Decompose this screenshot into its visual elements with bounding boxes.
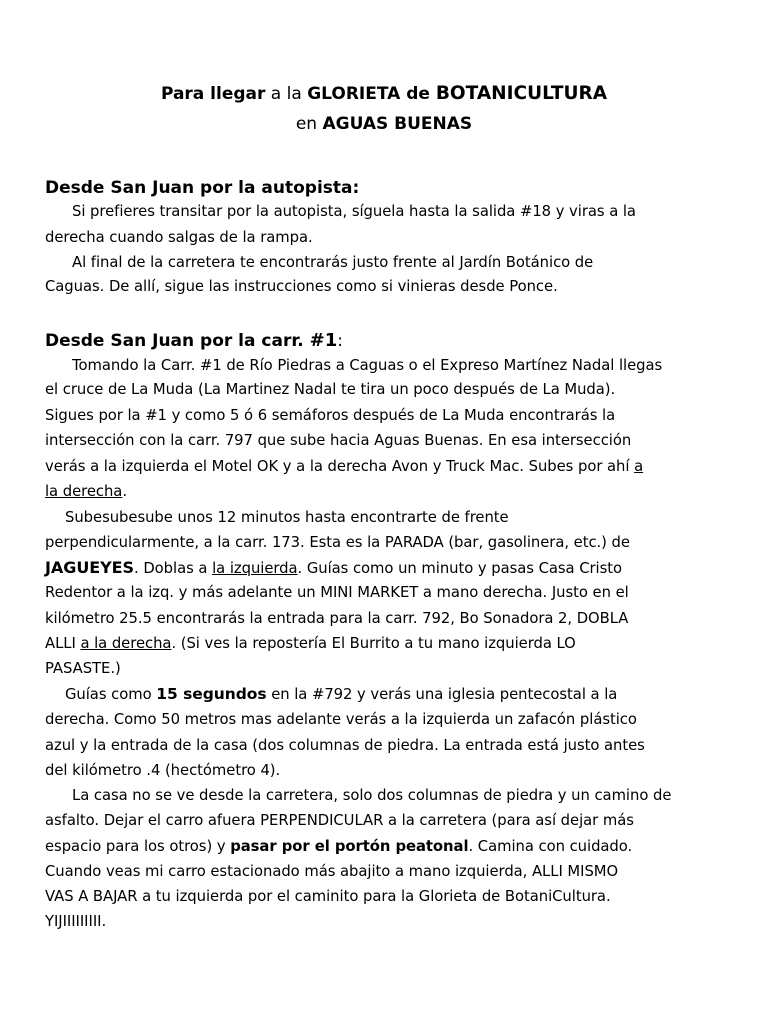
title-aguas-buenas: AGUAS BUENAS <box>322 114 473 134</box>
title-a-la: a la <box>265 84 308 104</box>
paragraph-line: Redentor a la izq. y más adelante un MINI MARKET a mano derecha. Justo en el <box>45 584 629 601</box>
bold-text-porton-peatonal: pasar por el portón peatonal <box>230 838 469 855</box>
paragraph-line: PASASTE.) <box>45 660 121 677</box>
paragraph-line: intersección con la carr. 797 que sube hacia Aguas Buenas. En esa intersección <box>45 432 632 449</box>
paragraph-line: derecha. Como 50 metros mas adelante verás a la izquierda un zafacón plástico <box>45 711 637 728</box>
heading-colon: : <box>337 331 344 351</box>
heading-text: Desde San Juan por la carr. <box>45 331 310 351</box>
text-span: . Doblas a <box>134 560 213 577</box>
paragraph-line: perpendicularmente, a la carr. 173. Esta es la PARADA (bar, gasolinera, etc.) de <box>45 534 630 551</box>
paragraph-line: kilómetro 25.5 encontrarás la entrada para la carr. 792, Bo Sonadora 2, DOBLA <box>45 610 629 627</box>
text-span: en la #792 y verás una iglesia pentecostal a la <box>266 686 618 703</box>
text-span: espacio para los otros) y <box>45 838 231 855</box>
paragraph-line <box>45 559 622 578</box>
title-line-2 <box>0 114 768 134</box>
section-heading-carr-1 <box>45 331 343 351</box>
heading-route-number: #1 <box>309 330 338 351</box>
paragraph-line <box>45 458 643 476</box>
paragraph-line: Subesubesube unos 12 minutos hasta encontrarte de frente <box>65 509 509 526</box>
text-span: . Guías como un minuto y pasas Casa Cristo <box>297 560 623 577</box>
underlined-text: la izquierda <box>212 560 298 577</box>
title-para-llegar: Para llegar <box>160 84 266 104</box>
paragraph-line <box>65 685 617 704</box>
paragraph-line: Cuando veas mi carro estacionado más abajito a mano izquierda, ALLI MISMO <box>45 863 619 880</box>
paragraph-line: azul y la entrada de la casa (dos columnas de piedra. La entrada está justo antes <box>45 737 645 754</box>
text-span: . <box>122 483 127 500</box>
paragraph-line: VAS A BAJAR a tu izquierda por el caminito para la Glorieta de BotaniCultura. <box>45 888 611 905</box>
bold-text-jagueyes: JAGUEYES <box>45 558 135 577</box>
title-en: en <box>295 114 323 134</box>
title-glorieta: GLORIETA de <box>307 84 436 104</box>
paragraph-line: asfalto. Dejar el carro afuera PERPENDICULAR a la carretera (para así dejar más <box>45 812 634 829</box>
paragraph-line: Tomando la Carr. #1 de Río Piedras a Caguas o el Expreso Martínez Nadal llegas <box>72 357 663 374</box>
text-span: verás a la izquierda el Motel OK y a la derecha Avon y Truck Mac. Subes por ahí <box>45 458 635 475</box>
underlined-text: a la derecha <box>80 635 172 652</box>
paragraph-line: La casa no se ve desde la carretera, solo dos columnas de piedra y un camino de <box>72 787 672 804</box>
title-botanicultura: BOTANICULTURA <box>435 83 608 104</box>
paragraph-line: Caguas. De allí, sigue las instrucciones como si vinieras desde Ponce. <box>45 278 558 295</box>
paragraph-line: Si prefieres transitar por la autopista, síguela hasta la salida #18 y viras a la <box>72 203 636 220</box>
text-span: Guías como <box>65 686 157 703</box>
text-span: ALLI <box>45 635 81 652</box>
paragraph-line <box>45 635 576 653</box>
paragraph-line <box>45 838 632 856</box>
text-span: . (Si ves la repostería El Burrito a tu mano izquierda LO <box>171 635 576 652</box>
underlined-text: la derecha <box>45 483 123 500</box>
paragraph-line: el cruce de La Muda (La Martinez Nadal te tira un poco después de La Muda). <box>45 381 616 398</box>
paragraph-line: Sigues por la #1 y como 5 ó 6 semáforos después de La Muda encontrarás la <box>45 407 616 424</box>
paragraph-line: derecha cuando salgas de la rampa. <box>45 229 313 246</box>
section-heading-autopista: Desde San Juan por la autopista: <box>45 178 360 198</box>
title-line-1 <box>0 84 768 104</box>
paragraph-line: del kilómetro .4 (hectómetro 4). <box>45 762 281 779</box>
paragraph-line <box>45 483 127 501</box>
underlined-text: a <box>634 458 644 475</box>
text-span: . Camina con cuidado. <box>468 838 633 855</box>
paragraph-line: YIJIIIIIIIII. <box>45 913 107 930</box>
bold-text-15-segundos: 15 segundos <box>156 685 267 703</box>
paragraph-line: Al final de la carretera te encontrarás justo frente al Jardín Botánico de <box>72 254 594 271</box>
